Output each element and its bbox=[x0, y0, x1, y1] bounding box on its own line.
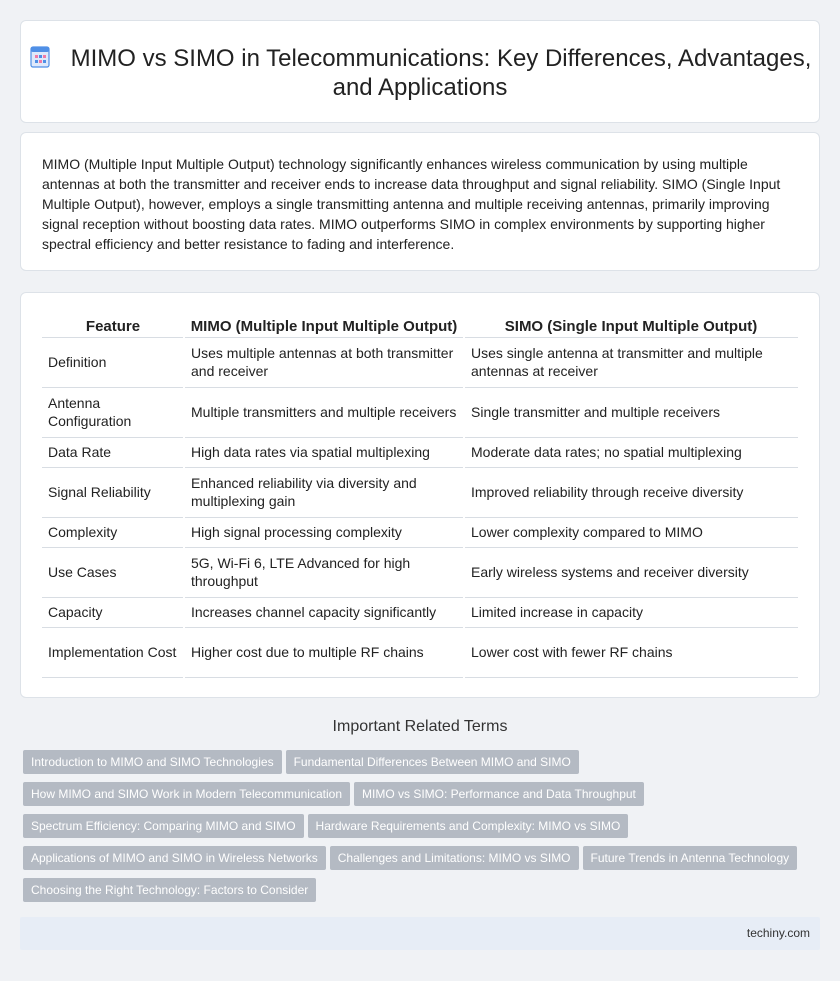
related-term-tag[interactable]: Applications of MIMO and SIMO in Wireless Networks bbox=[23, 846, 326, 870]
mimo-cell: Higher cost due to multiple RF chains bbox=[184, 627, 464, 677]
related-term-tag[interactable]: Choosing the Right Technology: Factors to Consider bbox=[23, 878, 316, 902]
simo-cell: Limited increase in capacity bbox=[464, 597, 798, 627]
simo-cell: Uses single antenna at transmitter and multiple antennas at receiver bbox=[464, 337, 798, 387]
related-terms-heading: Important Related Terms bbox=[332, 718, 508, 735]
table-row bbox=[42, 547, 798, 597]
comparison-card bbox=[20, 292, 820, 698]
simo-cell: Lower complexity compared to MIMO bbox=[464, 517, 798, 547]
header-feature: Feature bbox=[42, 314, 184, 337]
table-row bbox=[42, 437, 798, 467]
header-mimo: MIMO (Multiple Input Multiple Output) bbox=[184, 314, 464, 337]
table-row bbox=[42, 627, 798, 677]
related-term-tag[interactable]: Introduction to MIMO and SIMO Technologies bbox=[23, 750, 282, 774]
related-terms-list bbox=[23, 750, 813, 910]
simo-cell: Lower cost with fewer RF chains bbox=[464, 627, 798, 677]
table-row bbox=[42, 387, 798, 437]
related-term-tag[interactable]: Spectrum Efficiency: Comparing MIMO and SIMO bbox=[23, 814, 304, 838]
mimo-cell: 5G, Wi-Fi 6, LTE Advanced for high throughput bbox=[184, 547, 464, 597]
table-row bbox=[42, 517, 798, 547]
mimo-cell: High signal processing complexity bbox=[184, 517, 464, 547]
feature-cell: Signal Reliability bbox=[42, 467, 184, 517]
mimo-cell: High data rates via spatial multiplexing bbox=[184, 437, 464, 467]
table-row bbox=[42, 467, 798, 517]
header-simo: SIMO (Single Input Multiple Output) bbox=[464, 314, 798, 337]
mimo-cell: Enhanced reliability via diversity and multiplexing gain bbox=[184, 467, 464, 517]
title-card bbox=[20, 20, 820, 123]
table-header-row bbox=[42, 314, 798, 337]
table-row bbox=[42, 597, 798, 627]
intro-paragraph: MIMO (Multiple Input Multiple Output) technology significantly enhances wireless communication by using multiple antennas at both the transmitter and receiver ends to increase data throughput and signal reliability. SIMO (Single Input Multiple Output), however, employs a single transmitting antenna and multiple receiving antennas, primarily improving signal reception without boosting data rates. MIMO outperforms SIMO in complex environments by supporting higher spectral efficiency and better resistance to fading and interference. bbox=[42, 156, 781, 252]
feature-cell: Implementation Cost bbox=[42, 627, 184, 677]
related-term-tag[interactable]: Fundamental Differences Between MIMO and SIMO bbox=[286, 750, 579, 774]
simo-cell: Single transmitter and multiple receivers bbox=[464, 387, 798, 437]
mimo-cell: Increases channel capacity significantly bbox=[184, 597, 464, 627]
footer bbox=[20, 917, 820, 950]
simo-cell: Improved reliability through receive diversity bbox=[464, 467, 798, 517]
document-icon bbox=[29, 46, 51, 68]
page-title-wrap bbox=[21, 44, 819, 102]
table-row bbox=[42, 337, 798, 387]
related-term-tag[interactable]: Future Trends in Antenna Technology bbox=[583, 846, 798, 870]
related-term-tag[interactable]: MIMO vs SIMO: Performance and Data Throughput bbox=[354, 782, 644, 806]
feature-cell: Antenna Configuration bbox=[42, 387, 184, 437]
feature-cell: Capacity bbox=[42, 597, 184, 627]
page-title: MIMO vs SIMO in Telecommunications: Key Differences, Advantages, and Applications bbox=[70, 45, 812, 101]
feature-cell: Data Rate bbox=[42, 437, 184, 467]
mimo-cell: Multiple transmitters and multiple receivers bbox=[184, 387, 464, 437]
intro-card bbox=[20, 132, 820, 271]
feature-cell: Use Cases bbox=[42, 547, 184, 597]
feature-cell: Complexity bbox=[42, 517, 184, 547]
related-term-tag[interactable]: Hardware Requirements and Complexity: MIMO vs SIMO bbox=[308, 814, 629, 838]
mimo-cell: Uses multiple antennas at both transmitter and receiver bbox=[184, 337, 464, 387]
related-term-tag[interactable]: Challenges and Limitations: MIMO vs SIMO bbox=[330, 846, 579, 870]
footer-brand[interactable]: techiny.com bbox=[746, 926, 810, 940]
simo-cell: Early wireless systems and receiver diversity bbox=[464, 547, 798, 597]
related-term-tag[interactable]: How MIMO and SIMO Work in Modern Telecommunication bbox=[23, 782, 350, 806]
comparison-table bbox=[42, 314, 798, 678]
feature-cell: Definition bbox=[42, 337, 184, 387]
simo-cell: Moderate data rates; no spatial multiplexing bbox=[464, 437, 798, 467]
